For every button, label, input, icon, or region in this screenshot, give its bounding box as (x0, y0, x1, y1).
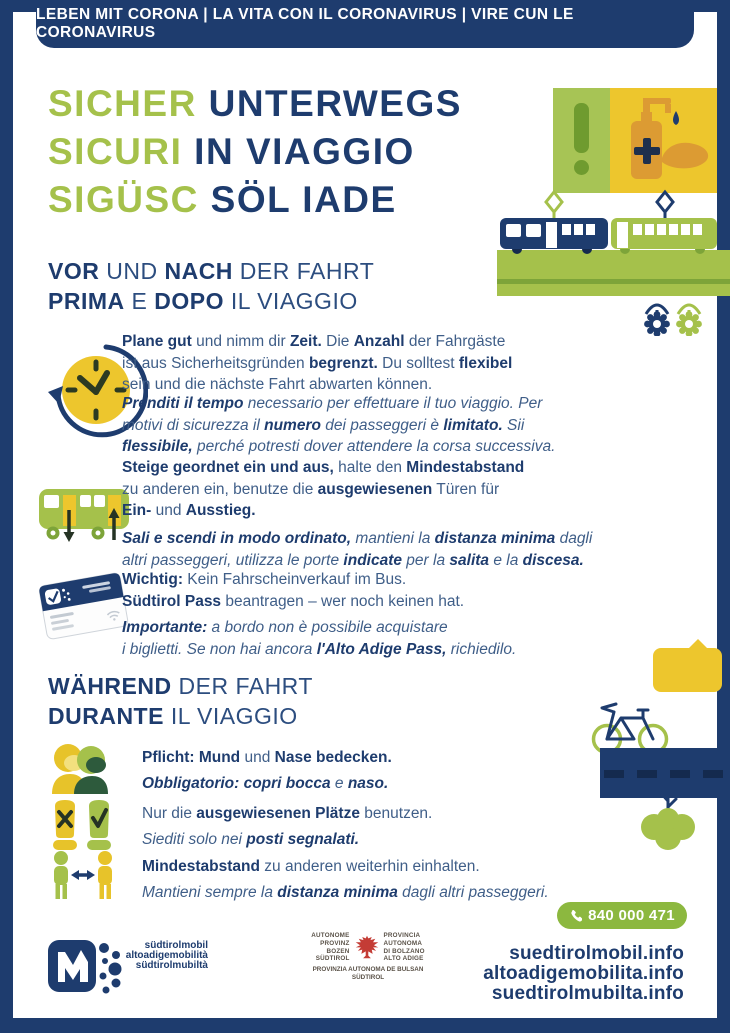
sanitizer-icon (610, 88, 717, 193)
section-during-heading-it: DURANTE IL VIAGGIO (48, 703, 298, 729)
brand-logo (48, 936, 126, 998)
tram-icon (497, 188, 730, 336)
province-emblem (354, 932, 380, 962)
masks-icon (46, 736, 112, 794)
province-name-lad: PROVINZIA AUTONOMA DE BULSAN SÜDTIROL (312, 966, 424, 981)
brand-line-it: altoadigemobilità (125, 950, 208, 961)
seats-icon (52, 798, 114, 856)
phone-badge (557, 902, 687, 929)
url-de: suedtirolmobil.info (509, 943, 684, 964)
page-title (48, 80, 462, 224)
paragraph-board-de: Steige geordnet ein und aus, halte den Mindestabstand zu anderen ein, benutze die ausgewiesenen Türen für Ein- und Ausstieg. (122, 459, 525, 519)
title-line-de: SICHER UNTERWEGS (48, 83, 462, 124)
brand-line-de: südtirolmobil (144, 940, 208, 951)
paragraph-board-it: Sali e scendi in modo ordinato, mantieni la distanza minima dagli altri passeggeri, utilizza le porte indicate per la salita e la discesa. (122, 530, 593, 569)
paragraph-plan-de: Plane gut und nimm dir Zeit. Die Anzahl der Fahrgäste ist aus Sicherheitsgründen begrenzt. Du solltest flexibel sein und die nächste Fahrt abwarten können. (122, 333, 513, 393)
exclamation-icon (553, 88, 610, 193)
bus-icon (38, 486, 130, 544)
website-urls (483, 944, 684, 1004)
distance-icon (46, 850, 120, 904)
rule-seats-de: Nur die ausgewiesenen Plätze benutzen. (142, 805, 433, 822)
tree-icon (630, 775, 700, 853)
province-logo (302, 932, 434, 982)
section-during-heading-de: WÄHREND DER FAHRT (48, 673, 313, 699)
section-before-heading-it: PRIMA E DOPO IL VIAGGIO (48, 288, 358, 314)
rule-distance-de: Mindestabstand zu anderen weiterhin einhalten. (142, 858, 480, 875)
brand-wordmark (120, 941, 208, 971)
section-before-heading (48, 256, 374, 316)
brand-line-lad: südtirolmubiltà (135, 960, 208, 971)
title-line-it: SICURI IN VIAGGIO (48, 131, 415, 172)
url-it: altoadigemobilita.info (483, 963, 684, 984)
paragraph-ticket-it: Importante: a bordo non è possibile acquistare i biglietti. Se non hai ancora l'Alto Adige Pass, richiedilo. (122, 619, 517, 658)
rule-mask-de: Pflicht: Mund und Nase bedecken. (142, 749, 392, 766)
rule-mask-it: Obbligatorio: copri bocca e naso. (142, 775, 389, 792)
province-name-it: PROVINCIA AUTONOMA DI BOLZANO ALTO ADIGE (383, 932, 425, 963)
province-name-de: AUTONOME PROVINZ BOZEN SÜDTIROL (311, 932, 350, 963)
banner-text: LEBEN MIT CORONA | LA VITA CON IL CORONAVIRUS | VIRE CUN LE CORONAVIRUS (36, 6, 574, 41)
title-line-lad: SIGÜSC SÖL IADE (48, 179, 397, 220)
url-lad: suedtirolmubilta.info (491, 983, 684, 1004)
rule-distance-it: Mantieni sempre la distanza minima dagli altri passeggeri. (142, 884, 549, 901)
section-during-heading (48, 671, 313, 731)
signpost-shape (653, 648, 722, 692)
paragraph-plan-it: Prenditi il tempo necessario per effettuare il tuo viaggio. Per motivi di sicurezza il numero dei passeggeri è limitato. Sii flessibile, perché potresti dover attendere la corsa successiva. (122, 395, 556, 455)
bicycle-icon (590, 698, 672, 754)
section-before-heading-de: VOR UND NACH DER FAHRT (48, 258, 375, 284)
rule-seats-it: Siediti solo nei posti segnalati. (142, 831, 360, 848)
hygiene-illustration (553, 88, 717, 193)
phone-number: 840 000 471 (588, 907, 675, 924)
banner (36, 0, 694, 48)
paragraph-ticket-de: Wichtig: Kein Fahrscheinverkauf im Bus. Südtirol Pass beantragen – wer noch keinen hat. (122, 571, 465, 610)
phone-icon (569, 909, 582, 922)
